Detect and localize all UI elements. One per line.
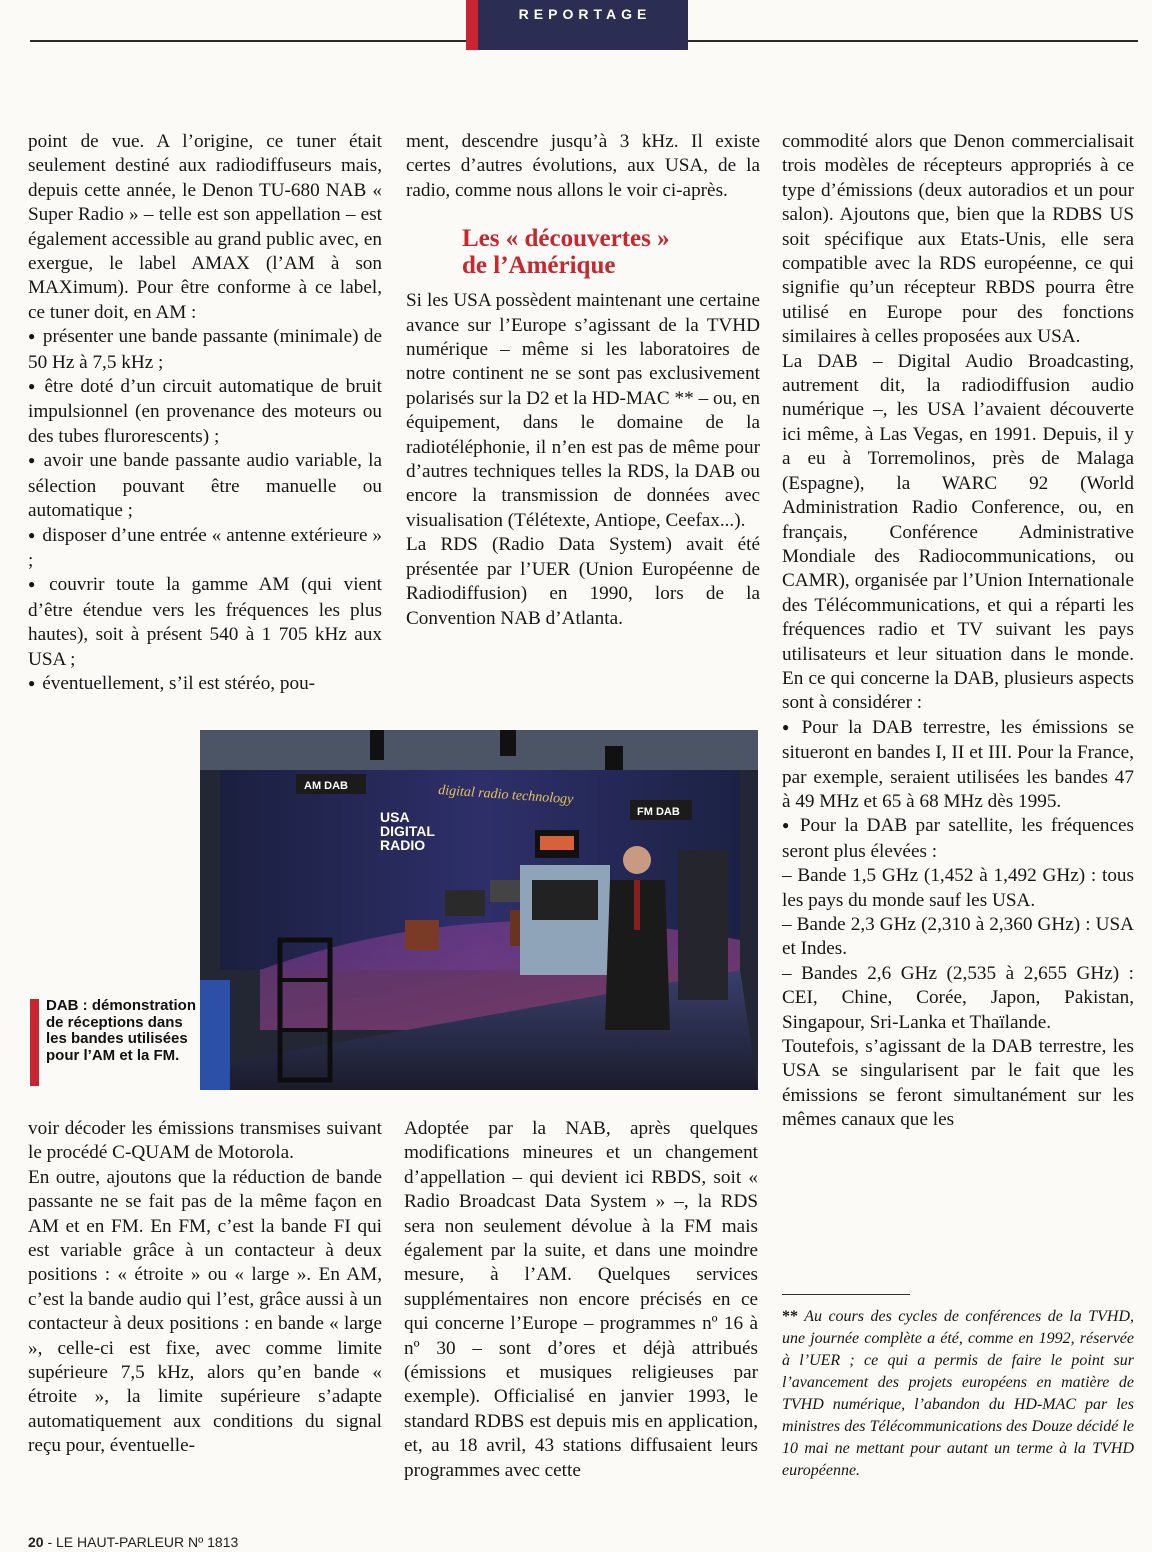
column-3 [782,130,1134,1133]
section-tab [466,0,688,50]
kiosk-screen [532,880,598,920]
bullet-item: ● Pour la DAB par satellite, les fréquences seront plus élevées : [782,814,1134,864]
usa-sign-line-1: USA [380,809,410,825]
column-3-paragraph-2: La DAB – Digital Audio Broadcasting, autrement dit, la radiodiffusion audio numérique –, les USA l’avaient découverte ici même, à Las Vegas, en 1991. Depuis, il y a eu à Torremolinos, près de Malaga (Espagne), la WARC 92 (World Administration Radio Conference, ou, en français, Conférence Administrative Mondiale des Radiocommunications, ou CAMR), organisée par l’Union Internationale des Télécommunications, et qui a réparti les fréquences radio et TV suivant les pays utilisateurs et leur situation dans le monde. En ce qui concerne la DAB, plusieurs aspects sont à considérer : [782,350,1134,714]
band-item: – Bande 1,5 GHz (1,452 à 1,492 GHz) : tous les pays du monde sauf les USA. [782,865,1134,911]
radio-unit [445,890,485,916]
speaker [370,730,384,760]
column-1-intro: point de vue. A l’origine, ce tuner était seulement destiné aux radiodiffuseurs mais, depuis cette année, le Denon TU-680 NAB « Super Radio » – telle est son appellation – est également accessible au grand public avec, en exergue, le label AMAX (l’AM à son MAXimum). Pour être conforme à ce label, ce tuner doit, en AM : [28,131,382,323]
column-3-paragraph-3: Toutefois, s’agissant de la DAB terrestre, les USA se singularisent par le fait que les émissions se feront simultanément sur les mêmes canaux que les [782,1036,1134,1131]
column-2-paragraph-1: Si les USA possèdent maintenant une certaine avance sur l’Europe s’agissant de la TVHD numérique – même si les laboratoires de notre continent ne se sont pas exclusivement polarisés sur la D2 et la HD-MAC ** – ou, en équipement, dans le domaine de la radiotéléphonie, il n’en est pas de même pour d’autres techniques telles la RDS, la DAB ou encore la transmission de données avec visualisation (Télétexte, Antiope, Ceefax...). [406,290,760,531]
page-number: 20 [28,1534,44,1550]
booth-photo [200,730,758,1090]
column-2-bottom-paragraph-1: Adoptée par la NAB, après quelques modifications mineures et un changement d’appellation – qui devient ici RBDS, soit « Radio Broadcast Data System » –, la RDS sera non seulement dévolue à la FM mais également par la suite, et dans une moindre mesure, à l’AM. Quelques services supplémentaires non encore précisés en ce qui concerne l’Europe – programmes nº 16 à nº 30 – sont d’ores et déjà attribués (émissions et musiques religieuses par exemple). Officialisé en janvier 1993, le standard RDBS est depuis mis en application, et, au 18 avril, 43 stations diffusaient leurs programmes avec cette [404,1118,758,1481]
section-label: REPORTAGE [518,6,652,22]
caption-accent-bar [30,999,39,1086]
speaker [500,730,516,756]
band-item: – Bandes 2,6 GHz (2,535 à 2,655 GHz) : CEI, Chine, Corée, Japon, Pakistan, Singapour, Sri-Lanka et Thaïlande. [782,962,1134,1033]
fm-sign: FM DAB [637,806,680,818]
bullet-item: ● Pour la DAB terrestre, les émissions se situeront en bandes I, II et III. Pour la France, par exemple, seraient utilisées les bandes 47 à 49 MHz et 65 à 68 MHz dès 1995. [782,716,1134,815]
footnote-marker: ** [782,1308,798,1325]
section-tab-accent [466,0,478,50]
speaker [605,746,623,772]
bullet-item: ● présenter une bande passante (minimale) de 50 Hz à 7,5 kHz ; [28,325,382,375]
column-2-continuation: ment, descendre jusqu’à 3 kHz. Il existe certes d’autres évolutions, aux USA, de la radio, comme nous allons le voir ci-après. [406,131,760,201]
bullet-item: ● disposer d’une entrée « antenne extérieure » ; [28,524,382,574]
footnote [782,1306,1134,1482]
publication-name: - LE HAUT-PARLEUR Nº 1813 [47,1534,239,1550]
booth-illustration [200,730,758,1090]
second-visitor [678,850,728,1000]
bullet-item: ● avoir une bande passante audio variable, la sélection pouvant être manuelle ou automatique ; [28,449,382,523]
usa-sign-line-3: RADIO [380,837,426,853]
blue-drape [200,980,230,1090]
banner-text: digital radio technology [437,783,574,808]
heading-line-2: de l’Amérique [462,252,616,280]
band-item: – Bande 2,3 GHz (2,310 à 2,360 GHz) : USA et Indes. [782,914,1134,960]
photo-caption: DAB : démonstration de réceptions dans les bandes utilisées pour l’AM et la FM. [46,997,196,1064]
tent-ceiling [200,730,758,770]
visitor-head [623,846,651,874]
page-footer [28,1534,238,1550]
column-1-bottom-paragraph-2: En outre, ajoutons que la réduction de bande passante ne se fait pas de la même façon en AM et en FM. En FM, c’est la bande FI qui est variable grâce à un contacteur à deux positions : « étroite » ou « large ». En AM, c’est la bande audio qui l’est, grâce aussi à un contacteur à deux positions : en bande « large », celle-ci est fixe, avec comme limite supérieure 7,5 kHz, alors qu’en bande « étroite », la limite supérieure s’adapte automatiquement aux conditions du signal reçu pour, éventuelle- [28,1166,382,1457]
column-1-bottom [28,1117,382,1459]
usa-sign-line-2: DIGITAL [380,823,435,839]
column-1-bottom-paragraph-1: voir décoder les émissions transmises suivant le procédé C-QUAM de Motorola. [28,1118,382,1164]
am-sign: AM DAB [304,780,348,792]
visitor-tie [634,880,640,930]
heading-line-1: Les « découvertes » [462,225,670,253]
bullet-item: ● éventuellement, s’il est stéréo, pou- [28,672,382,697]
bullet-item: ● être doté d’un circuit automatique de bruit impulsionnel (en provenance des moteurs ou des tubes flurorescents) ; [28,375,382,449]
footnote-text: Au cours des cycles de conférences de la TVHD, une journée complète a été, comme en 1992, réservée à l’UER ; ce qui a permis de faire le point sur l’avancement des projets européens en matière de TVHD numérique, l’abandon du HD-MAC par les ministres des Télécommunications des Douze décidé le 10 mai ne mettant pour autant un terme à la TVHD européenne. [782,1308,1134,1479]
column-2-paragraph-2: La RDS (Radio Data System) avait été présentée par l’UER (Union Européenne de Radiodiffusion) en 1990, lors de la Convention NAB d’Atlanta. [406,534,760,629]
bullet-item: ● couvrir toute la gamme AM (qui vient d’être étendue vers les fréquences les plus hautes), soit à présent 540 à 1 705 kHz aux USA ; [28,573,382,672]
footnote-rule [782,1294,910,1295]
column-3-paragraph-1: commodité alors que Denon commercialisait trois modèles de récepteurs appropriés à ce type d’émissions (deux autoradios et un pour salon). Ajoutons que, bien que la RDBS US soit spécifique aux Etats-Unis, elle sera compatible avec la RDS européenne, ce qui signifie qu’un récepteur RBDS pourra être utilisé en Europe pour des fonctions similaires à celles proposées aux USA. [782,131,1134,348]
column-1 [28,130,382,697]
column-2-bottom [404,1117,758,1483]
radio-unit [405,920,439,950]
section-heading [462,225,760,279]
radio-display [540,836,574,850]
column-2 [406,130,760,631]
